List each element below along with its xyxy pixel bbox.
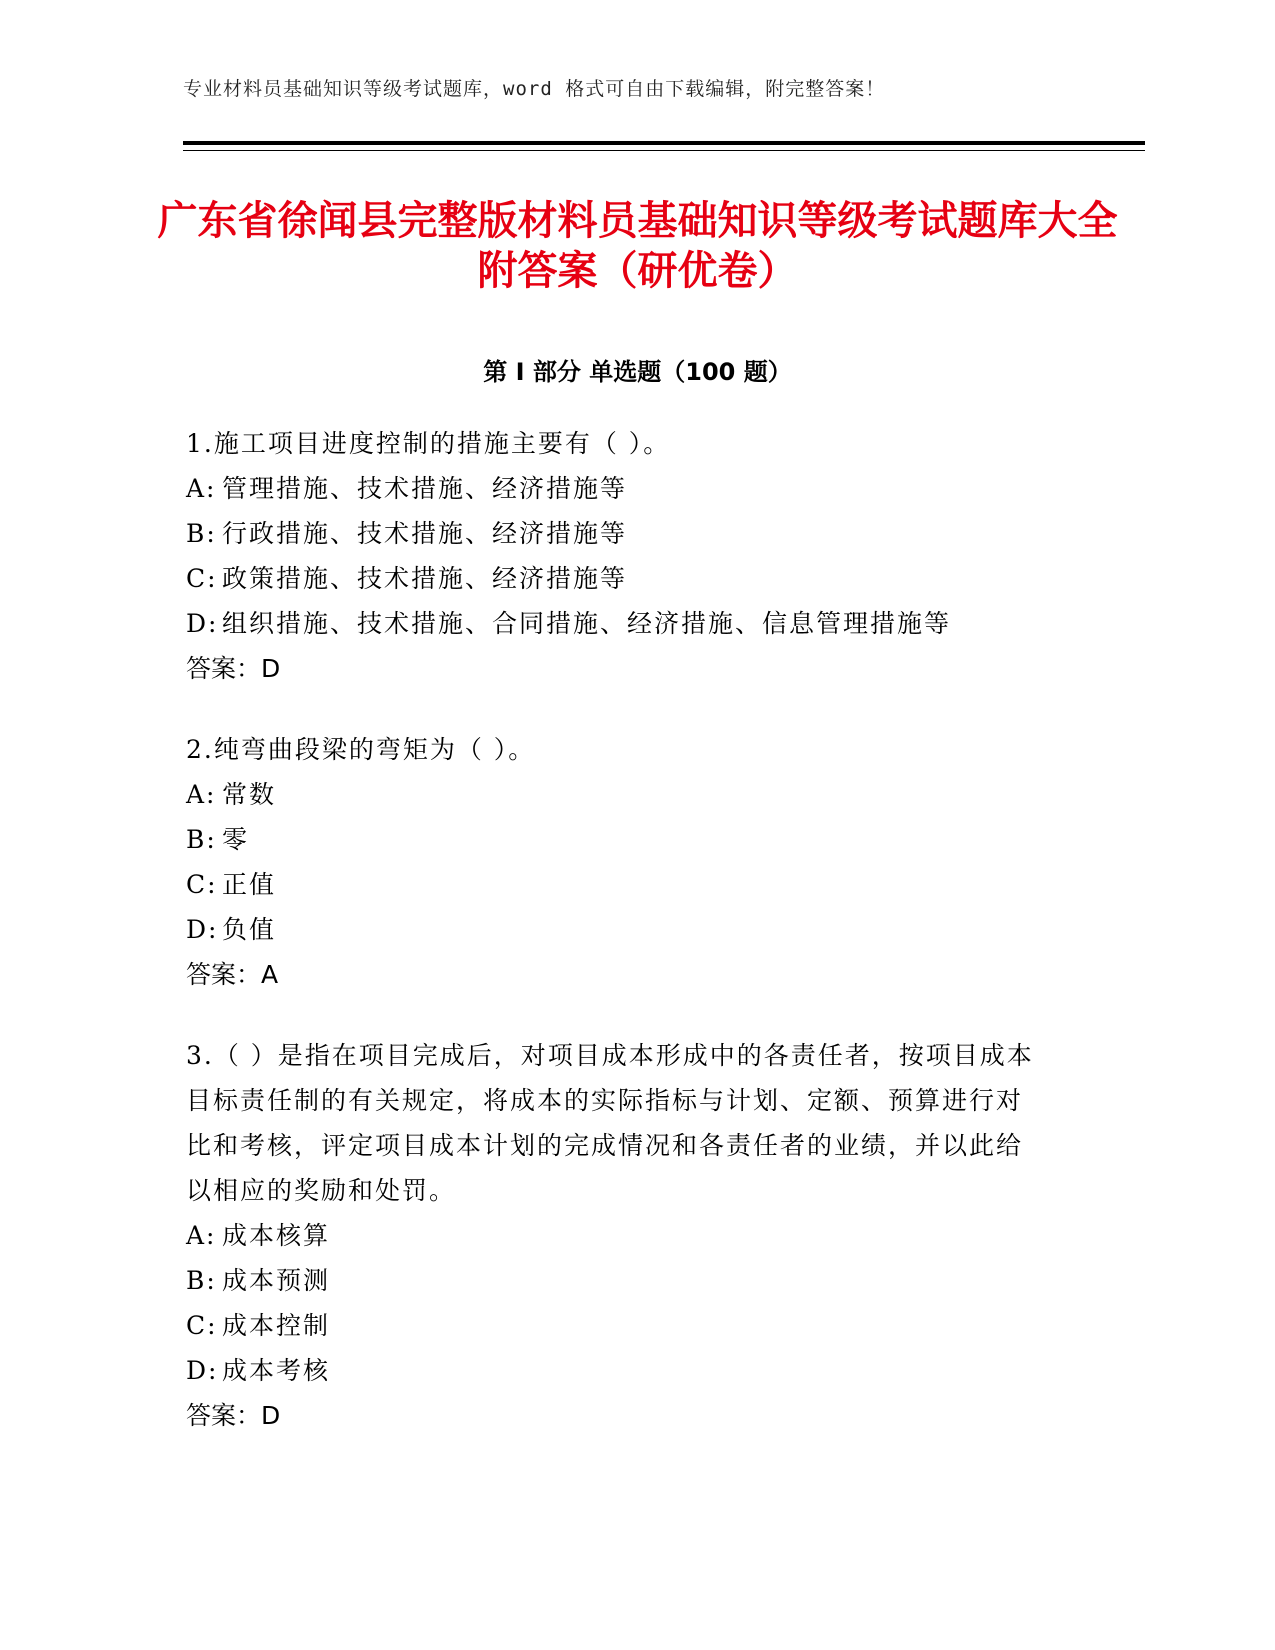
option-c [186, 556, 1066, 601]
option-key: B: [186, 519, 217, 548]
document-title: 广东省徐闻县完整版材料员基础知识等级考试题库大全附答案（研优卷） [157, 198, 1118, 294]
question-stem: 1.施工项目进度控制的措施主要有（ ）。 [186, 429, 671, 458]
option-text: 成本控制 [222, 1311, 331, 1340]
option-text: 负值 [222, 915, 277, 944]
option-key: C: [186, 564, 218, 593]
option-text: 成本预测 [222, 1266, 331, 1295]
option-c [186, 862, 1066, 907]
option-key: A: [186, 780, 217, 809]
option-b [186, 817, 1066, 862]
option-text: 正值 [222, 870, 277, 899]
option-a [186, 466, 1066, 511]
question-3 [186, 1033, 1036, 1438]
option-d [186, 907, 1066, 952]
option-text: 成本考核 [222, 1356, 331, 1385]
option-text: 行政措施、技术措施、经济措施等 [222, 519, 628, 548]
option-key: C: [186, 870, 218, 899]
header-rule-thin [183, 150, 1145, 151]
option-key: D: [186, 609, 219, 638]
option-b [186, 1258, 1036, 1303]
option-a [186, 1213, 1036, 1258]
option-c [186, 1303, 1036, 1348]
option-a [186, 772, 1066, 817]
option-key: D: [186, 915, 219, 944]
option-key: A: [186, 1221, 217, 1250]
option-d [186, 601, 1066, 646]
option-key: C: [186, 1311, 218, 1340]
option-text: 管理措施、技术措施、经济措施等 [222, 474, 628, 503]
option-text: 零 [222, 825, 250, 854]
header-note: 专业材料员基础知识等级考试题库，word 格式可自由下载编辑，附完整答案！ [183, 78, 886, 100]
question-stem: 2.纯弯曲段梁的弯矩为（ ）。 [186, 735, 536, 764]
option-text: 政策措施、技术措施、经济措施等 [222, 564, 628, 593]
answer: 答案：D [186, 654, 281, 683]
option-key: B: [186, 1266, 217, 1295]
question-1 [186, 421, 1066, 691]
option-key: D: [186, 1356, 219, 1385]
answer: 答案：A [186, 960, 279, 989]
option-b [186, 511, 1066, 556]
section-title: 第 I 部分 单选题（100 题） [483, 358, 792, 386]
question-2 [186, 727, 1066, 997]
option-d [186, 1348, 1036, 1393]
header-rule-thick [183, 141, 1145, 145]
option-key: A: [186, 474, 217, 503]
option-text: 组织措施、技术措施、合同措施、经济措施、信息管理措施等 [222, 609, 952, 638]
option-text: 成本核算 [222, 1221, 331, 1250]
question-stem: 3.（ ）是指在项目完成后，对项目成本形成中的各责任者，按项目成本目标责任制的有关规定，将成本的实际指标与计划、定额、预算进行对比和考核，评定项目成本计划的完成情况和各责任者的业绩，并以此给以相应的奖励和处罚。 [186, 1041, 1034, 1205]
option-key: B: [186, 825, 217, 854]
answer: 答案：D [186, 1401, 281, 1430]
option-text: 常数 [222, 780, 277, 809]
